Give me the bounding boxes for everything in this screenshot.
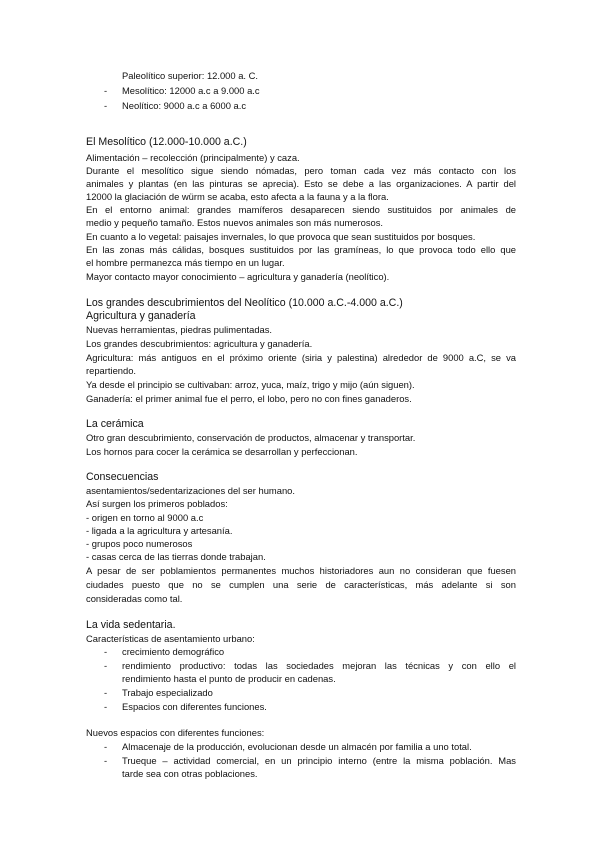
list-item: Neolítico: 9000 a.c a 6000 a.c [122, 100, 247, 111]
paragraph-line: Durante el mesolítico sigue siendo nómadas, pero toman cada vez más contacto con los [86, 165, 516, 176]
list-item-continuation: rendimiento hasta el punto de producir en cadenas. [122, 673, 336, 684]
paragraph-line: medio y pequeño tamaño. Estos nuevos animales son más numerosos. [86, 217, 384, 228]
paragraph-line: Los grandes descubrimientos: agricultura y ganadería. [86, 338, 313, 349]
list-item: Trabajo especializado [122, 687, 213, 698]
bullet-dash: - [104, 701, 108, 712]
bullet-dash: - [104, 85, 108, 96]
section-title-consecuencias: Consecuencias [86, 471, 159, 483]
paragraph-line: Características de asentamiento urbano: [86, 633, 255, 644]
paragraph-line: animales y plantas (en las pinturas se aprecia). Esto se debe a las organizaciones. A partir del [86, 178, 516, 189]
paragraph-line: Los hornos para cocer la cerámica se desarrollan y perfeccionan. [86, 446, 358, 457]
paragraph-line: Mayor contacto mayor conocimiento – agricultura y ganadería (neolítico). [86, 271, 390, 282]
paragraph-line: 12000 la glaciación de würm se acaba, esto afecta a la fauna y a la flora. [86, 191, 389, 202]
list-item-continuation: tarde sea con otras poblaciones. [122, 768, 258, 779]
paragraph-line: Alimentación – recolección (principalmente) y caza. [86, 152, 300, 163]
paragraph-line: En las zonas más cálidas, bosques sustituidos por las gramíneas, lo que provoca todo ello que [86, 244, 516, 255]
paragraph-line: A pesar de ser poblamientos permanentes muchos historiadores aun no consideran que fuesen [86, 565, 516, 576]
bullet-dash: - [104, 100, 108, 111]
paragraph-line: Otro gran descubrimiento, conservación de productos, almacenar y transportar. [86, 432, 416, 443]
list-item: - grupos poco numerosos [86, 538, 193, 549]
paragraph-line: En el entorno animal: grandes mamíferos desaparecen siendo sustituidos por animales de [86, 204, 516, 215]
paragraph-line: Nuevas herramientas, piedras pulimentadas. [86, 324, 273, 335]
paragraph-line: En cuanto a lo vegetal: paisajes invernales, lo que provoca que sean sustituidos por bosques. [86, 231, 476, 242]
paragraph-line: Así surgen los primeros poblados: [86, 498, 228, 509]
list-item: rendimiento productivo: todas las sociedades mejoran las técnicas y con ello el [122, 660, 516, 671]
bullet-dash: - [104, 755, 108, 766]
paragraph-line: ciudades puesto que no se cumplen una serie de características, más adelante si son [86, 579, 516, 590]
bullet-dash: - [104, 741, 108, 752]
bullet-dash: - [104, 660, 108, 671]
bullet-dash: - [104, 646, 108, 657]
list-item: - ligada a la agricultura y artesanía. [86, 525, 233, 536]
paragraph-line: el hombre permanezca más tiempo en un lugar. [86, 257, 285, 268]
paragraph-line: Ganadería: el primer animal fue el perro, el lobo, pero no con fines ganaderos. [86, 393, 412, 404]
list-item: crecimiento demográfico [122, 646, 225, 657]
paragraph-line: asentamientos/sedentarizaciones del ser humano. [86, 485, 295, 496]
list-item: Trueque – actividad comercial, en un principio interno (entre la misma población. Mas [122, 755, 516, 766]
paragraph-line: repartiendo. [86, 365, 137, 376]
section-title-mesolitico: El Mesolítico (12.000-10.000 a.C.) [86, 136, 247, 148]
paragraph-line: Ya desde el principio se cultivaban: arroz, yuca, maíz, trigo y mijo (aún siguen). [86, 379, 415, 390]
section-title-vida-sedentaria: La vida sedentaria. [86, 619, 176, 631]
bullet-dash: - [104, 687, 108, 698]
list-item: Paleolítico superior: 12.000 a. C. [122, 70, 259, 81]
section-subtitle: Agricultura y ganadería [86, 310, 196, 322]
paragraph-line: consideradas como tal. [86, 593, 183, 604]
section-title-neolitico: Los grandes descubrimientos del Neolítico (10.000 a.C.-4.000 a.C.) [86, 297, 403, 309]
paragraph-line: Agricultura: más antiguos en el próximo oriente (siria y palestina) alrededor de 9000 a.C, se va [86, 352, 516, 363]
list-item: Almacenaje de la producción, evolucionan desde un almacén por familia a uno total. [122, 741, 472, 752]
section-title-ceramica: La cerámica [86, 418, 144, 430]
list-item: Espacios con diferentes funciones. [122, 701, 267, 712]
list-item: - casas cerca de las tierras donde trabajan. [86, 551, 266, 562]
paragraph-line: Nuevos espacios con diferentes funciones: [86, 727, 265, 738]
list-item: - origen en torno al 9000 a.c [86, 512, 204, 523]
list-item: Mesolítico: 12000 a.c a 9.000 a.c [122, 85, 260, 96]
